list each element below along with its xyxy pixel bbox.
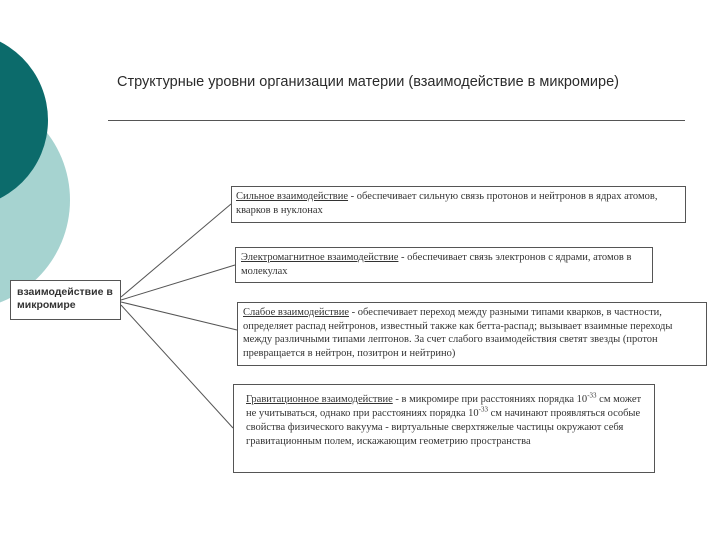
exponent-1: -33 xyxy=(587,391,597,400)
electromagnetic-interaction-description: - обеспечивает связь электронов с ядрами, атомов в молекулах xyxy=(241,252,632,277)
strong-interaction-term: Сильное взаимодействие xyxy=(236,191,349,202)
strong-interaction-box xyxy=(231,186,686,223)
gravitational-interaction-text-b: см может не учитываться, однако при расстояниях порядка 10 xyxy=(246,394,642,419)
gravitational-interaction-text-a: - в микромире при расстояниях порядка 10 xyxy=(392,394,588,405)
weak-interaction-description: - обеспечивает переход между разными типами кварков, в частности, определяет распад нейтронов, известный также как бетта-распад; вызывает взаимные переходы между различными типами лептонов. За счет слабого взаимодействия светят звезды (протон превращается в нейтрон, позитрон и нейтрино) xyxy=(243,307,673,359)
strong-interaction-description: - обеспечивает сильную связь протонов и нейтронов в ядрах атомов, кварков в нуклонах xyxy=(236,191,658,216)
gravitational-interaction-box xyxy=(233,384,655,473)
connector-lines xyxy=(121,204,237,428)
gravitational-interaction-text-c: см начинают проявляться особые свойства физического вакуума - виртуальные сверхтяжелые частицы окружают себя гравитационным полем, искажающим геометрию пространства xyxy=(246,408,641,447)
title-divider xyxy=(108,120,685,121)
source-node: взаимодействие в микромире xyxy=(10,280,121,320)
exponent-2: -33 xyxy=(478,405,489,414)
weak-interaction-term: Слабое взаимодействие xyxy=(243,307,349,318)
electromagnetic-interaction-box xyxy=(235,247,653,283)
weak-interaction-box xyxy=(237,302,707,366)
electromagnetic-interaction-term: Электромагнитное взаимодействие xyxy=(241,252,399,263)
slide-title: Структурные уровни организации материи (взаимодействие в микромире) xyxy=(117,74,619,90)
gravitational-interaction-term: Гравитационное взаимодействие xyxy=(246,394,393,405)
